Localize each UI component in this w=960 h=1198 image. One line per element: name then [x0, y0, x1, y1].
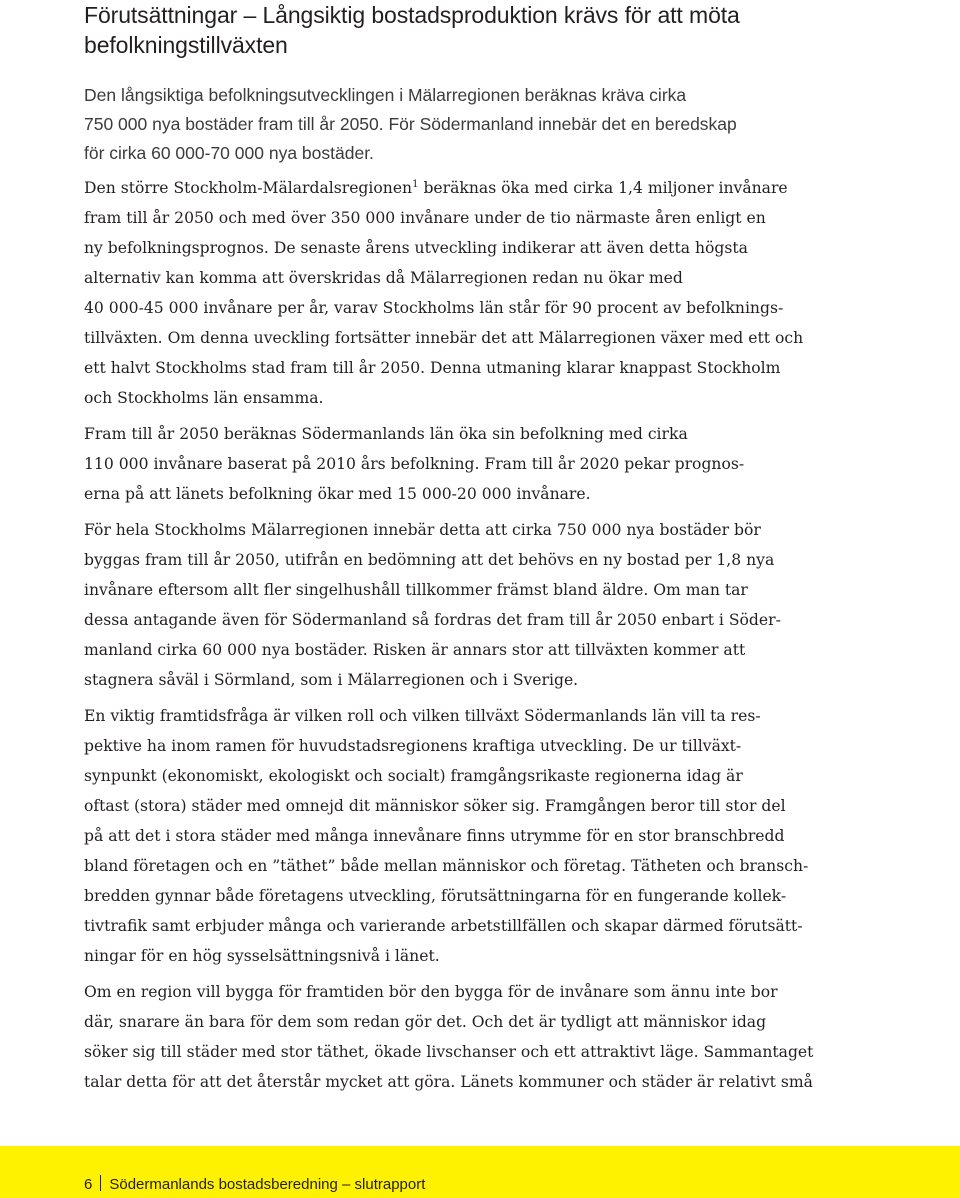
body-line: bland företagen och en ”täthet” både mellan människor och företag. Tätheten och bransch-	[84, 857, 809, 875]
footer-separator	[100, 1175, 101, 1191]
body-paragraph-3	[84, 515, 824, 695]
lead-paragraph	[84, 81, 824, 168]
body-line	[84, 173, 824, 203]
body-line: 110 000 invånare baserat på 2010 års befolkning. Fram till år 2020 pekar prognos-	[84, 455, 745, 473]
body-line-rest: beräknas öka med cirka 1,4 miljoner invånare	[418, 179, 788, 197]
body-line: ningar för en hög sysselsättningsnivå i länet.	[84, 947, 440, 965]
body-line: Fram till år 2050 beräknas Södermanlands län öka sin befolkning med cirka	[84, 425, 688, 443]
body-line: bredden gynnar både företagens utveckling, förutsättningarna för en fungerande kollek-	[84, 887, 787, 905]
lead-line: 750 000 nya bostäder fram till år 2050. För Södermanland innebär det en beredskap	[84, 114, 737, 134]
body-line: pektive ha inom ramen för huvudstadsregionens kraftiga utveckling. De ur tillväxt-	[84, 737, 742, 755]
page-heading-line-2: befolkningstillväxten	[84, 32, 288, 58]
body-line: 40 000-45 000 invånare per år, varav Stockholms län står för 90 procent av befolknings-	[84, 299, 784, 317]
body-line: byggas fram till år 2050, utifrån en bedömning att det behövs en ny bostad per 1,8 nya	[84, 551, 775, 569]
body-line: erna på att länets befolkning ökar med 15 000-20 000 invånare.	[84, 485, 591, 503]
lead-line: Den långsiktiga befolkningsutvecklingen i Mälarregionen beräknas kräva cirka	[84, 85, 687, 105]
body-line: söker sig till städer med stor täthet, ökade livschanser och ett attraktivt läge. Sammantaget	[84, 1043, 814, 1061]
body-line: fram till år 2050 och med över 350 000 invånare under de tio närmaste åren enligt en	[84, 209, 766, 227]
body-paragraph-4	[84, 701, 824, 971]
page-content	[84, 0, 824, 1097]
body-line: ny befolkningsprognos. De senaste årens utveckling indikerar att även detta högsta	[84, 239, 748, 257]
body-line: oftast (stora) städer med omnejd dit människor söker sig. Framgången beror till stor del	[84, 797, 786, 815]
page-heading	[84, 0, 824, 60]
body-line: dessa antagande även för Södermanland så fordras det fram till år 2050 enbart i Söder-	[84, 611, 781, 629]
body-line-start: Den större Stockholm-Mälardalsregionen	[84, 179, 413, 197]
body-line: där, snarare än bara för dem som redan gör det. Och det är tydligt att människor idag	[84, 1013, 767, 1031]
body-line: alternativ kan komma att överskridas då Mälarregionen redan nu ökar med	[84, 269, 683, 287]
body-line: talar detta för att det återstår mycket att göra. Länets kommuner och städer är relativt små	[84, 1073, 813, 1091]
body-line: stagnera såväl i Sörmland, som i Mälarregionen och i Sverige.	[84, 671, 579, 689]
body-line: En viktig framtidsfråga är vilken roll och vilken tillväxt Södermanlands län vill ta res-	[84, 707, 761, 725]
page-heading-line-1: Förutsättningar – Långsiktig bostadsproduktion krävs för att möta	[84, 2, 740, 28]
body-line: och Stockholms län ensamma.	[84, 389, 324, 407]
footnote-reference: 1	[412, 178, 419, 190]
body-line: på att det i stora städer med många innevånare finns utrymme för en stor branschbredd	[84, 827, 785, 845]
body-line: tivtrafik samt erbjuder många och varierande arbetstillfällen och skapar därmed förutsätt-	[84, 917, 803, 935]
lead-line: för cirka 60 000-70 000 nya bostäder.	[84, 143, 374, 163]
page-footer	[84, 1175, 425, 1194]
body-paragraph-5	[84, 977, 824, 1097]
body-line: invånare eftersom allt fler singelhushåll tillkommer främst bland äldre. Om man tar	[84, 581, 748, 599]
page-number: 6	[84, 1176, 93, 1193]
body-line: synpunkt (ekonomiskt, ekologiskt och socialt) framgångsrikaste regionerna idag är	[84, 767, 743, 785]
body-line: Om en region vill bygga för framtiden bör den bygga för de invånare som ännu inte bor	[84, 983, 778, 1001]
body-line: manland cirka 60 000 nya bostäder. Risken är annars stor att tillväxten kommer att	[84, 641, 746, 659]
body-line: tillväxten. Om denna uveckling fortsätter innebär det att Mälarregionen växer med ett och	[84, 329, 804, 347]
report-title: Södermanlands bostadsberedning – slutrapport	[109, 1176, 426, 1193]
body-paragraph-2	[84, 419, 824, 509]
body-line: För hela Stockholms Mälarregionen innebär detta att cirka 750 000 nya bostäder bör	[84, 521, 761, 539]
body-line: ett halvt Stockholms stad fram till år 2050. Denna utmaning klarar knappast Stockholm	[84, 359, 781, 377]
body-paragraph-1	[84, 173, 824, 413]
